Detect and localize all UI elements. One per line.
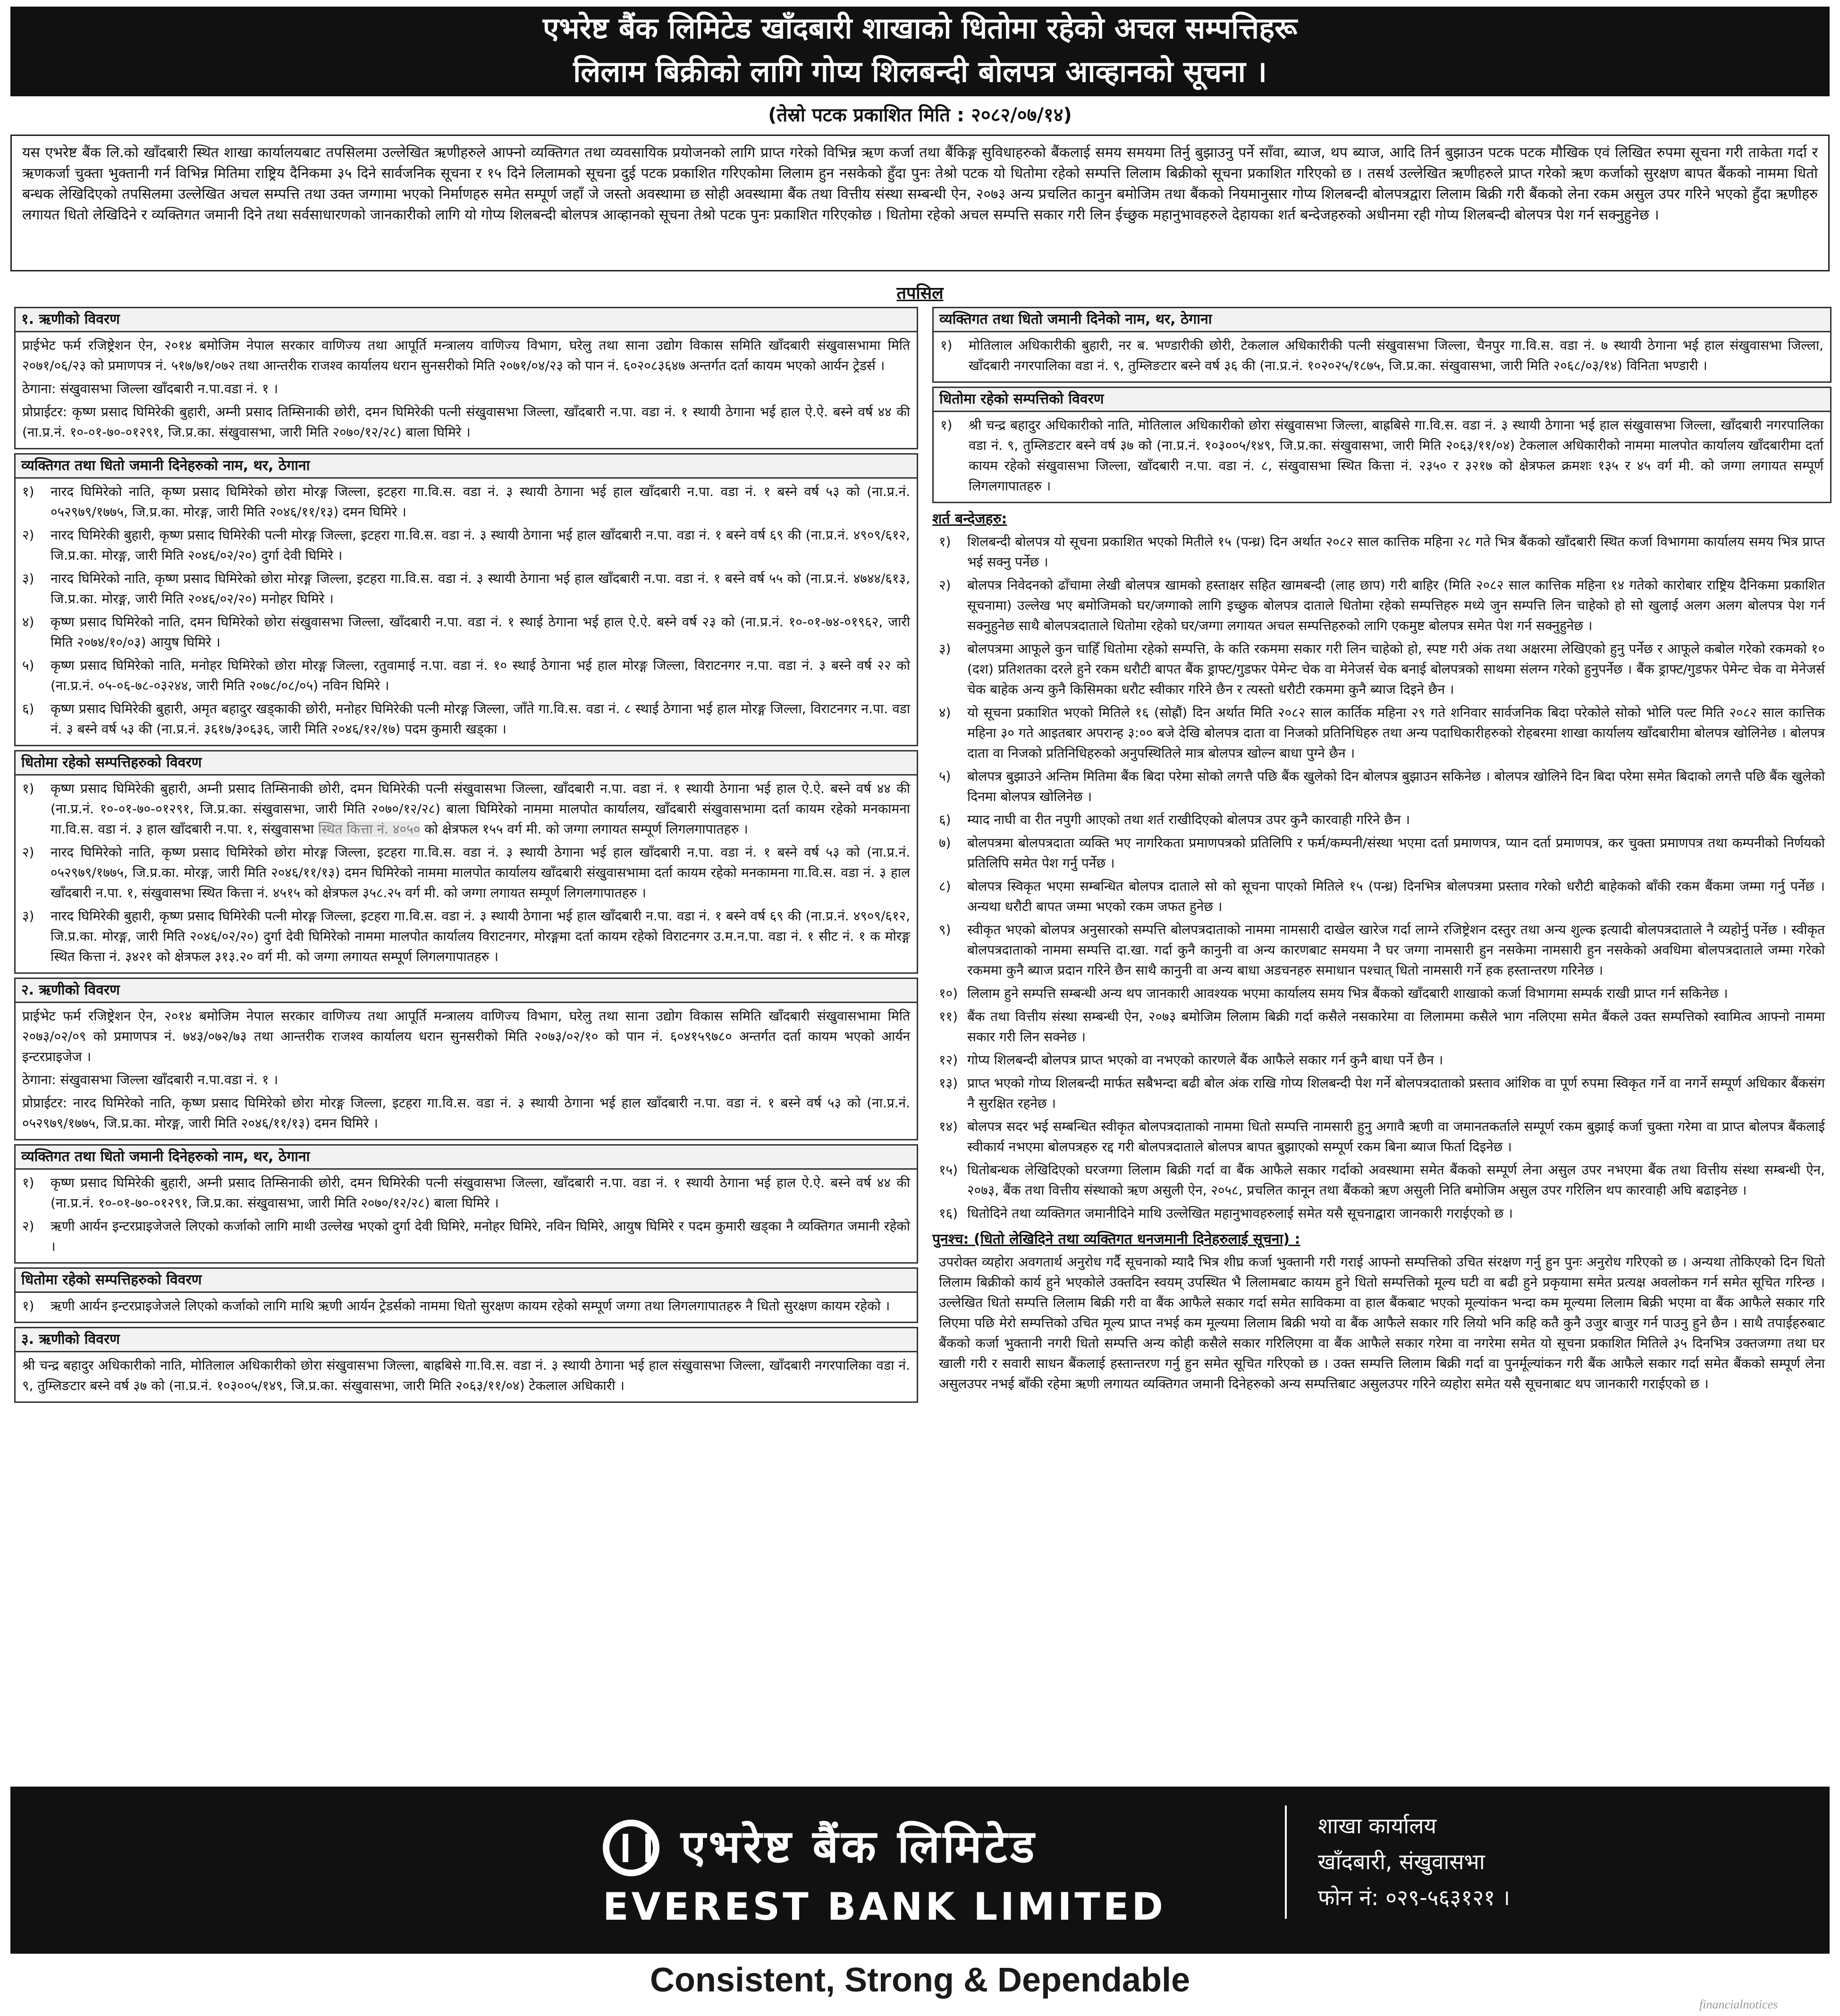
everest-bank-logo-icon — [603, 1820, 659, 1876]
condition-item-text — [967, 531, 1825, 572]
condition-item — [939, 702, 1825, 763]
collateral-2-heading: धितोमा रहेको सम्पत्तिहरुको विवरण — [16, 1269, 917, 1293]
guarantor-1-item-number: ६) — [22, 701, 34, 717]
guarantor-1-item-number: ४) — [22, 614, 34, 630]
condition-item-text-main: बोलपत्र स्विकृत भएमा सम्बन्धित बोलपत्र दाताले सो को सूचना पाएको मितिले १५ (पन्ध्र) दिनभित्र बोलपत्रमा प्रस्ताव गरेको धरौटी बाहेकको बाँकी रकम बैंकमा जम्मा गर्नु पर्नेछ । अन्यथा धरौटी बापत जम्मा भएको रकम जफत हुनेछ । — [967, 878, 1825, 914]
collateral-3-item-text — [969, 415, 1823, 496]
condition-item-number: ६) — [939, 812, 951, 827]
collateral-3-box — [932, 387, 1832, 503]
guarantors-1-box — [14, 453, 918, 746]
borrower-2-box — [14, 978, 918, 1140]
condition-item — [939, 766, 1825, 807]
collateral-1-box — [14, 750, 918, 974]
condition-item — [939, 1006, 1825, 1047]
condition-item-text — [967, 1050, 1825, 1070]
condition-item-number: १४) — [939, 1119, 958, 1134]
condition-item-number: ४) — [939, 705, 951, 720]
guarantor-2-item-text — [51, 1172, 910, 1213]
collateral-1-item — [22, 842, 910, 903]
guarantor-1-item — [22, 699, 910, 739]
collateral-2-box — [14, 1267, 918, 1323]
intro-paragraph: यस एभरेष्ट बैंक लि.को खाँदबारी स्थित शाखा कार्यालयबाट तपसिलमा उल्लेखित ऋणीहरुले आफ्नो व्यक्तिगत तथा व्यवसायिक प्रयोजनको लागि प्राप्त गरेको विभिन्न ऋण कर्जा तथा बैंकिङ्ग सुविधाहरुको बैंकलाई समय समयमा तिर्नु बुझाउनु पर्ने साँवा, ब्याज, थप ब्याज, आदि तिर्न बुझाउन पटक पटक मौखिक एवं लिखित रुपमा सूचना गरी ताकेता गर्दा र ऋणकर्जा चुक्ता भुक्तानी गर्न विभिन्न मितिमा राष्ट्रिय दैनिकमा ३५ दिने सार्वजनिक सूचना र १५ दिने लिलामको सूचना दुई पटक प्रकाशित गरिएकोमा लिलाम हुन नसकेको हुँदा पुनः तेश्रो पटक यो धितोमा रहेको सम्पत्ति लिलाम बिक्रीको सूचना प्रकाशित गरिएको छ । तसर्थ उल्लेखित ऋणीहरुले प्राप्त गरेको ऋण कर्जाको सुरक्षण बापत बैंकको नाममा धितो बन्धक लेखिदिएको तपसिलमा उल्लेखित अचल सम्पत्ति तथा उक्त जग्गामा भएको निर्माणहरु समेत सम्पूर्ण जहाँ जे जस्तो अवस्थामा छ सोही अवस्थामा बैंक तथा वित्तीय संस्था सम्बन्धी ऐन, २०७३ अन्य प्रचलित कानुन बमोजिम तथा बैंकको नियमानुसार गोप्य शिलबन्दी बोलपत्रद्वारा लिलाम बिक्री गरी बैंकको लेना रकम असुल उपर गरिने भएको हुँदा ऋणीहरु लगायत धितो लेखिदिने र व्यक्तिगत जमानी दिने तथा सर्वसाधारणको जानकारीको लागि यो गोप्य शिलबन्दी बोलपत्र आव्हानको सूचना तेश्रो पटक पुनः प्रकाशित गरिएकोछ । धितोमा रहेको अचल सम्पत्ति सकार गरी लिन ईच्छुक महानुभावहरुले देहायका शर्त बन्देजहरुको अधीनमा रही गोप्य शिलबन्दी बोलपत्र पेश गर्न सक्नुहुनेछ । — [10, 135, 1830, 271]
source-watermark: financialnotices — [1699, 1998, 1778, 2011]
branch-office-label: शाखा कार्यालय — [1318, 1813, 1437, 1839]
condition-item-text-main: धितोदिने तथा व्यक्तिगत जमानीदिने माथि उल्लेखित महानुभावहरुलाई समेत यसै सूचनाद्वारा जानकारी गराईएको छ । — [967, 1206, 1513, 1221]
guarantor-1-item-text — [51, 655, 910, 696]
condition-item-text — [967, 983, 1825, 1004]
highlighted-plot-number: स्थित कित्ता नं. ४०५० — [318, 821, 421, 837]
collateral-1-item-text-tail: को क्षेत्रफल १५५ वर्ग मी. को जग्गा लगायत सम्पूर्ण लिगलगापातहरु । — [420, 821, 748, 837]
collateral-1-item-number: ३) — [22, 908, 34, 924]
condition-item-text — [967, 575, 1825, 636]
condition-item-number: ९) — [939, 922, 951, 937]
collateral-2-item-number: १) — [22, 1298, 34, 1314]
condition-item — [939, 1116, 1825, 1157]
condition-item-text — [967, 639, 1825, 700]
guarantor-1-item-text — [51, 612, 910, 652]
condition-item — [939, 983, 1825, 1004]
collateral-1-item — [22, 906, 910, 967]
notice-title-line2: लिलाम बिक्रीको लागि गोप्य शिलबन्दी बोलपत्र आव्हानको सूचना । — [573, 54, 1267, 89]
bank-name-english: EVEREST BANK LIMITED — [603, 1885, 1166, 1929]
condition-item-text-main: लिलाम हुने सम्पत्ति सम्बन्धी अन्य थप जानकारी आवश्यक भएमा कार्यालय समय भित्र बैंकको खाँदबारी शाखाको कर्जा विभागमा सम्पर्क राखी प्राप्त गर्न सकिनेछ । — [967, 986, 1728, 1001]
condition-item-text — [967, 919, 1825, 980]
conditions-list — [932, 531, 1832, 1223]
guarantor-2-item-number: २) — [22, 1218, 34, 1234]
condition-item-text-main: यो सूचना प्रकाशित भएको मितिले १६ (सोह्रौं) दिन अर्थात मिति २०८२ साल कार्तिक महिना २९ गते शनिवार सार्वजनिक बिदा परेकोले सोको भोलि पल्ट मिति २०८२ साल कात्तिक महिना ३० गते आइतबार अपरान्ह ३:०० बजे देखि बोलपत्र दाता वा निजको प्रतिनिधिहरु तथा अन्य पदाधिकारीहरुको रोहबरमा शाखा कार्यालय खाँदबारीमा बोलपत्र खोलिनेछ । बोलपत्र दाता वा निजको प्रतिनिधिहरुको अनुपस्थितिले मात्र बोलपत्र खोल्न बाधा पुग्ने छैन । — [967, 705, 1825, 761]
collateral-1-item-text — [51, 906, 910, 967]
borrower-3-box — [14, 1327, 918, 1403]
bank-tagline: Consistent, Strong & Dependable — [650, 1961, 1190, 1999]
condition-item — [939, 876, 1825, 917]
condition-item — [939, 1073, 1825, 1113]
borrower-3-details: श्री चन्द्र बहादुर अधिकारीको नाति, मोतिलाल अधिकारीको छोरा संखुवासभा जिल्ला, बाह्रबिसे गा.वि.स. वडा नं. ३ स्थायी ठेगाना भई हाल संखुवासभा जिल्ला, खाँदबारी नगरपालिका वडा नं. ९, तुम्लिङटार बस्ने वर्ष ३७ को (ना.प्र.नं. १०३००५/१४९, जि.प्र.का. संखुवासभा, जारी मिति २०६३/११/०४) टेकलाल अधिकारी । — [22, 1358, 910, 1393]
condition-item-number: १२) — [939, 1052, 958, 1068]
guarantor-1-item-text — [51, 568, 910, 609]
condition-item-text-main: शिलबन्दी बोलपत्र यो सूचना प्रकाशित भएको मितीले १५ (पन्ध्र) दिन अर्थात २०८२ साल कात्तिक महिना २८ गते भित्र बैंकको खाँदबारी स्थित कर्जा विभागमा कार्यालय समय भित्र प्राप्त भई सक्नु पर्नेछ । — [967, 534, 1825, 570]
guarantor-1-item-text — [51, 525, 910, 565]
left-column — [14, 307, 918, 1407]
guarantor-1-item-text-main: नारद घिमिरेकी बुहारी, कृष्ण प्रसाद घिमिरेकी पत्नी मोरङ्ग जिल्ला, इटहरा गा.वि.स. वडा नं. ३ स्थायी ठेगाना भई हाल खाँदबारी न.पा. वडा नं. १ बस्ने वर्ष ६९ की (ना.प्र.नं. ४९०९/६१२, जि.प्र.का. मोरङ्ग, जारी मिति २०४६/०२/२०) दुर्गा देवी घिमिरे । — [51, 527, 910, 563]
guarantor-3-item — [940, 335, 1823, 376]
borrower-2-registration: प्राईभेट फर्म रजिष्ट्रेशन ऐन, २०१४ बमोजिम नेपाल सरकार वाणिज्य तथा आपूर्ति मन्त्रालय वाणिज्य विभाग, घरेलु तथा साना उद्योग विकास समिति खाँदबारी संखुवासभामा मिति २०७३/०२/०९ को प्रमाणपत्र नं. ७४३/०७२/७३ तथा आन्तरीक राजश्व कार्यालय धरान सुनसरीको मिति २०७३/०२/१० को पान नं. ६०४१५९७८० अन्तर्गत दर्ता कायम भएको आर्यन इन्टरप्राइजेज । — [22, 1008, 910, 1064]
guarantor-3-item-number: १) — [940, 337, 953, 353]
guarantor-1-item-number: १) — [22, 484, 34, 499]
guarantor-1-item — [22, 568, 910, 609]
guarantor-1-item-number: २) — [22, 527, 34, 543]
guarantors-3-box — [932, 307, 1832, 383]
guarantor-1-item-text-main: कृष्ण प्रसाद घिमिरेकी बुहारी, अमृत बहादुर खड्काकी छोरी, मनोहर घिमिरेकी पत्नी मोरङ्ग जिल्ला, जाँते गा.वि.स. वडा नं. ८ स्थाई ठेगाना भई हाल मोरङ्ग जिल्ला, विराटनगर न.पा. वडा नं. ३ बस्ने वर्ष ५३ की (ना.प्र.नं. ३६१७/३०६३६, जारी मिति २०४६/१२/१७) पदम कुमारी खड्का । — [51, 701, 910, 737]
condition-item-number: २) — [939, 577, 951, 593]
guarantor-2-item-text-main: कृष्ण प्रसाद घिमिरेकी बुहारी, अम्नी प्रसाद तिम्सिनाकी छोरी, दमन घिमिरेकी पत्नी संखुवासभा जिल्ला, खाँदबारी न.पा. वडा नं. १ स्थायी ठेगाना भई हाल ऐ.ऐ. बस्ने वर्ष ४४ की (ना.प्र.नं. १०-०१-७०-०१२९१, जि.प्र.का. संखुवासभा, जारी मिति २०७०/१२/२८) बाला घिमिरे । — [51, 1175, 910, 1211]
postscript-text: उपरोक्त व्यहोरा अवगतार्थ अनुरोध गर्दै सूचनाको म्यादै भित्र शीघ्र कर्जा भुक्तानी गरी गराई आफ्नो सम्पत्तिको उचित संरक्षण गर्नु हुन पुनः अनुरोध गरिएको छ । अन्यथा तोकिएको दिन धितो लिलाम बिक्रीको कार्य हुने भएकोले उक्तदिन स्वयम् उपस्थित भै लिलामबाट कायम हुने धितो सम्पत्तिको मूल्य घटी वा बढी हुने प्रकृयामा समेत प्रत्यक्ष अवलोकन गर्न समेत सूचित गरिन्छ । उल्लेखित धितो सम्पत्ति लिलाम बिक्री गरी वा बैंक आफैले सकार गर्दा समेत साविकमा वा हाल बैंकबाट भएको मूल्यांकन भन्दा कम मूल्यमा लिलाम बिक्री भएमा वा बैंक आफैले सकार गरि लिएमा पछि मेरो सम्पत्तिको उचित मूल्य प्राप्त नभई कम मूल्यमा लिलाम बिक्री भयो वा बैंक आफैले सकार गरि लियो भनि कहि कतै कुनै उजुर बाजुर गर्न पाउनु हुने छैन । साथै तपाईहरुबाट बैंकको कर्जा भुक्तानी नगरी धितो सम्पत्ति अन्य कोही कसैले सकार गरिलिएमा वा बैंक आफैले सकार गरेमा वा नगरेमा समेत यो सूचना प्रकाशित मितिले ३५ दिनभित्र उक्तजग्गा तथा घर खाली गरी र सवारी साधन बैंकलाई हस्तान्तरण गर्नु हुन समेत सूचित गरिएको छ । उक्त सम्पत्ति लिलाम बिक्री गर्दा वा पुनर्मूल्यांकन गरी बैंक आफैले सकार गर्दा समेत बैंकको सम्पूर्ण लेना असुलउपर नभई बाँकी रहेमा ऋणी लगायत व्यक्तिगत जमानी दिनेहरुको अन्य सम्पत्तिबाट असुलउपर गरिने व्यहोरा समेत यसै सूचनाबाट थप जानकारी गराईएको छ । — [939, 1254, 1825, 1392]
borrower-1-proprietor: प्रोप्राईटर: कृष्ण प्रसाद घिमिरेकी बुहारी, अम्नी प्रसाद तिम्सिनाकी छोरी, दमन घिमिरेकी पत्नी संखुवासभा जिल्ला, खाँदबारी न.पा. वडा नं. १ स्थायी ठेगाना भई हाल ऐ.ऐ. बस्ने वर्ष ४४ की (ना.प्र.नं. १०-०१-७०-०१२९१, जि.प्र.का. संखुवासभा, जारी मिति २०७०/१२/२८) बाला घिमिरे । — [22, 404, 910, 440]
condition-item-text — [967, 810, 1825, 830]
guarantor-1-item-text-main: कृष्ण प्रसाद घिमिरेको नाति, मनोहर घिमिरेको छोरा मोरङ्ग जिल्ला, रतुवामाई न.पा. वडा नं. १० स्थाई ठेगाना भई हाल मोरङ्ग जिल्ला, विराटनगर न.पा. वडा नं. ३ बस्ने वर्ष २२ को (ना.प्र.नं. ०५-०६-७८-०३२४४, जारी मिति २०७८/०८/०५) नविन घिमिरे । — [51, 658, 910, 693]
condition-item-text-main: बोलपत्र सदर भई सम्बन्धित स्वीकृत बोलपत्रदाताको नाममा धितो सम्पत्ति नामसारी हुनु अगावै ऋणी वा जमानतकर्ताले सम्पूर्ण रकम बुझाई कर्जा चुक्ता गरेमा वा प्राप्त बोलपत्र बैंकलाई स्वीकार्य नभएमा बोलपत्रहरु रद्द गरी बोलपत्रदाताले बोलपत्र बापत बुझाएको सम्पूर्ण रकम बिना ब्याज फिर्ता दिइनेछ । — [967, 1119, 1825, 1155]
condition-item-text-main: प्राप्त भएको गोप्य शिलबन्दी मार्फत सबैभन्दा बढी बोल अंक राखि गोप्य शिलबन्दी पेश गर्ने बोलपत्रदाताको प्रस्ताव आंशिक वा पूर्ण रुपमा स्विकृत गर्ने वा नगर्ने सम्पूर्ण अधिकार बैंकसंग नै सुरक्षित रहनेछ । — [967, 1075, 1825, 1111]
guarantor-1-item-text-main: नारद घिमिरेको नाति, कृष्ण प्रसाद घिमिरेको छोरा मोरङ्ग जिल्ला, इटहरा गा.वि.स. वडा नं. ३ स्थायी ठेगाना भई हाल खाँदबारी न.पा. वडा नं. १ बस्ने वर्ष ५५ को (ना.प्र.नं. ४७४४/६१३, जि.प्र.का. मोरङ्ग, जारी मिति २०४६/०२/२०) मनोहर घिमिरे । — [51, 571, 910, 607]
collateral-2-item — [22, 1296, 910, 1316]
condition-item — [939, 919, 1825, 980]
condition-item-text — [967, 1203, 1825, 1223]
postscript-heading: पुनश्च: (धितो लेखिदिने तथा व्यक्तिगत धनजमानी दिनेहरुलाई सूचना) : — [932, 1231, 1300, 1248]
condition-item-number: ११) — [939, 1009, 958, 1024]
condition-item — [939, 1050, 1825, 1070]
condition-item-text-main: बोलपत्रमा बोलपत्रदाता व्यक्ति भए नागरिकता प्रमाणपत्रको प्रतिलिपि र फर्म/कम्पनी/संस्था भएमा दर्ता प्रमाणपत्र, प्यान दर्ता प्रमाणपत्र, कर चुक्ता प्रमाणपत्र तथा कम्पनीको निर्णयको प्रतिलिपि समेत पेश गर्नु पर्नेछ । — [967, 835, 1825, 871]
collateral-1-item-text-main: कृष्ण प्रसाद घिमिरेकी बुहारी, अम्नी प्रसाद तिम्सिनाकी छोरी, दमन घिमिरेकी पत्नी संखुवासभा जिल्ला, खाँदबारी न.पा. वडा नं. १ स्थायी ठेगाना भई हाल ऐ.ऐ. बस्ने वर्ष ४४ की (ना.प्र.नं. १०-०१-७०-०१२९१, जि.प्र.का. संखुवासभा, जारी मिति २०७०/१२/२८) बाला घिमिरेको नाममा मालपोत कार्यालय, खाँदबारी संखुवासभामा दर्ता कायम रहेको मनकामना गा.वि.स. वडा नं. ३ हाल खाँदबारी न.पा. १, संखुवासभा — [51, 781, 910, 837]
condition-item-number: १०) — [939, 986, 958, 1001]
guarantor-2-item-text — [51, 1216, 910, 1257]
guarantor-1-item — [22, 612, 910, 652]
guarantor-1-item-text-main: नारद घिमिरेको नाति, कृष्ण प्रसाद घिमिरेको छोरा मोरङ्ग जिल्ला, इटहरा गा.वि.स. वडा नं. ३ स्थायी ठेगाना भई हाल खाँदबारी न.पा. वडा नं. १ बस्ने वर्ष ५३ को (ना.प्र.नं. ०५२९७९/१७७५, जि.प्र.का. मोरङ्ग, जारी मिति २०४६/११/१३) दमन घिमिरे । — [51, 484, 910, 520]
collateral-3-item — [940, 415, 1823, 496]
guarantor-1-item — [22, 655, 910, 696]
borrower-2-address: ठेगाना: संखुवासभा जिल्ला खाँदबारी न.पा.वडा नं. १ । — [22, 1072, 279, 1088]
condition-item-text-main: बैंक तथा वित्तीय संस्था सम्बन्धी ऐन, २०७३ बमोजिम लिलाम बिक्री गर्दा कसैले नसकारेमा वा लिलाममा कसैले भाग नलिएमा समेत बैंकले उक्त सम्पत्तिको स्वामित्व आफ्नो नाममा सकार गरी लिन सक्नेछ । — [967, 1009, 1825, 1045]
collateral-3-item-text-main: श्री चन्द्र बहादुर अधिकारीको नाति, मोतिलाल अधिकारीको छोरा संखुवासभा जिल्ला, बाह्रबिसे गा.वि.स. वडा नं. ३ स्थायी ठेगाना भई हाल संखुवासभा जिल्ला, खाँदबारी नगरपालिका वडा नं. ९, तुम्लिङटार बस्ने वर्ष ३७ को (ना.प्र.नं. १०३००५/१४९, जि.प्र.का. संखुवासभा, जारी मिति २०६३/११/०४) टेकलाल अधिकारीको नाममा मालपोत कार्यालय खाँदबारीमा दर्ता कायम रहेको संखुवासभा जिल्ला, खाँदबारी न.पा. वडा नं. ८, संखुवासभा स्थित कित्ता नं. २३५० र ३२१७ को क्षेत्रफल क्रमशः १३५ र ४५ वर्ग मी. को जग्गा लगायत सम्पूर्ण लिगलगापातहरु । — [969, 417, 1823, 494]
condition-item-text — [967, 1006, 1825, 1047]
condition-item-text-main: म्याद नाघी वा रीत नपुगी आएको तथा शर्त राखीदिएको बोलपत्र उपर कुनै कारवाही गरिने छैन । — [967, 812, 1410, 827]
condition-item — [939, 1160, 1825, 1200]
guarantor-1-item-text — [51, 481, 910, 522]
right-column — [932, 307, 1832, 1394]
condition-item-text — [967, 702, 1825, 763]
branch-info — [1318, 1808, 1510, 1915]
condition-item — [939, 1203, 1825, 1223]
condition-item-text-main: धितोबन्धक लेखिदिएको घरजग्गा लिलाम बिक्री गर्दा वा बैंक आफैले सकार गर्दाको अवस्थामा समेत बैंकको सम्पूर्ण लेना असुल उपर नभएमा बैंक तथा वित्तीय संस्था सम्बन्धी ऐन, २०७३, बैंक तथा वित्तीय संस्थाको ऋण असुली ऐन, २०५८, प्रचलित कानून तथा बैंकको ऋण असुली निति बमोजिम असुल उपर गरिलिन थप कारवाही अघि बढाइनेछ । — [967, 1162, 1825, 1198]
branch-location: खाँदबारी, संखुवासभा — [1318, 1849, 1485, 1874]
guarantor-3-item-text — [969, 335, 1823, 376]
borrower-1-address: ठेगाना: संखुवासभा जिल्ला खाँदबारी न.पा.वडा नं. १ । — [22, 381, 279, 396]
condition-item-number: १५) — [939, 1162, 958, 1178]
guarantor-1-item-text-main: कृष्ण प्रसाद घिमिरेको नाति, दमन घिमिरेको छोरा संखुवासभा जिल्ला, खाँदबारी न.पा. वडा नं. १ स्थाई ठेगाना भई हाल ऐ.ऐ. बस्ने वर्ष २३ को (ना.प्र.नं. १०-०१-७४-०१९६२, जारी मिति २०७४/१०/०३) आयुष घिमिरे । — [51, 614, 910, 650]
guarantor-1-item — [22, 481, 910, 522]
guarantor-1-item-number: ३) — [22, 571, 34, 586]
condition-item-number: १) — [939, 534, 951, 549]
collateral-1-item-text-main: नारद घिमिरेकी बुहारी, कृष्ण प्रसाद घिमिरेकी पत्नी मोरङ्ग जिल्ला, इटहरा गा.वि.स. वडा नं. ३ स्थायी ठेगाना भई हाल खाँदबारी न.पा. वडा नं. १ बस्ने वर्ष ६९ की (ना.प्र.नं. ४९०९/६१२, जि.प्र.का. मोरङ्ग, जारी मिति २०४६/०२/२०) दुर्गा देवी घिमिरेको नाममा मालपोत कार्यालय विराटनगर, मोरङ्गमा दर्ता कायम रहेको विराटनगर उ.म.न.पा. वडा नं. १ सीट नं. १ क मोरङ्ग स्थित कित्ता नं. ३४२१ को क्षेत्रफल ३१३.२० वर्ग मी. को जग्गा लगायत सम्पूर्ण लिगलगापातहरु । — [51, 908, 910, 964]
condition-item-text — [967, 766, 1825, 807]
collateral-2-item-text-main: ऋणी आर्यन इन्टरप्राइजेजले लिएको कर्जाको लागि माथि ऋणी आर्यन ट्रेडर्सको नाममा धितो सुरक्षण कायम रहेको सम्पूर्ण जग्गा तथा लिगलगापातहरु नै धितो सुरक्षण कायम रहेको । — [51, 1298, 890, 1314]
condition-item-text — [967, 1160, 1825, 1200]
borrower-2-proprietor: प्रोप्राईटर: नारद घिमिरेको नाति, कृष्ण प्रसाद घिमिरेको छोरा मोरङ्ग जिल्ला, इटहरा गा.वि.स. वडा नं. ३ स्थायी ठेगाना भई हाल खाँदबारी न.पा. वडा नं. १ बस्ने वर्ष ५३ को (ना.प्र.नं. ०५२९७९/१७७५, जि.प्र.का. मोरङ्ग, जारी मिति २०४६/११/१३) दमन घिमिरे । — [22, 1095, 910, 1131]
collateral-1-item — [22, 778, 910, 839]
guarantor-1-item-text — [51, 699, 910, 739]
borrower-1-box — [14, 307, 918, 449]
guarantors-3-heading: व्यक्तिगत तथा धितो जमानी दिनेको नाम, थर, ठेगाना — [934, 308, 1830, 332]
condition-item-number: ३) — [939, 641, 951, 657]
guarantor-1-item-number: ५) — [22, 658, 34, 673]
condition-item-text — [967, 1116, 1825, 1157]
bank-footer — [10, 1787, 1830, 1954]
guarantors-2-heading: व्यक्तिगत तथा धितो जमानी दिनेहरुको नाम, थर, ठेगाना — [16, 1146, 917, 1170]
collateral-1-item-number: २) — [22, 844, 34, 860]
condition-item — [939, 639, 1825, 700]
collateral-3-item-number: १) — [940, 417, 953, 433]
condition-item-text — [967, 833, 1825, 873]
condition-item-text-main: बोलपत्र बुझाउने अन्तिम मितिमा बैंक बिदा परेमा सोको लगत्तै पछि बैंक खुलेको दिन बोलपत्र बुझाउन सकिनेछ । बोलपत्र खोलिने दिन बिदा परेमा समेत बिदाको लगत्तै पछि बैंक खुलेको दिनमा बोलपत्र खोलिनेछ । — [967, 768, 1825, 804]
collateral-1-item-text — [51, 842, 910, 903]
borrower-3-heading: ३. ऋणीको विवरण — [16, 1328, 917, 1352]
guarantor-3-item-text-main: मोतिलाल अधिकारीकी बुहारी, नर ब. भण्डारीकी छोरी, टेकलाल अधिकारीकी पत्नी संखुवासभा जिल्ला, चैनपुर गा.वि.स. वडा नं. ७ स्थायी ठेगाना भई हाल संखुवासभा जिल्ला, खाँदबारी नगरपालिका वडा नं. ९, तुम्लिङटार बस्ने वर्ष ३६ की (ना.प्र.नं. १०२०२५/१८७५, जि.प्र.का. संखुवासभा, जारी मिति २०६८/०३/१४) विनिता भण्डारी । — [969, 337, 1823, 373]
condition-item-text-main: बोलपत्र निवेदनको ढाँचामा लेखी बोलपत्र खामको हस्ताक्षर सहित खामबन्दी (लाह छाप) गरी बाहिर (मिति २०८२ साल कात्तिक महिना १४ गतेको कारोबार राष्ट्रिय दैनिकमा प्रकाशित सूचनामा) उल्लेख भए बमोजिमको घर/जग्गाको लागि इच्छुक बोलपत्र दाताले धितोमा रहेको सम्पत्तिहरु मध्ये जुन सम्पत्ति लिन चाहेको हो सो खुलाई अलग अलग बोलपत्र पेश गर्न सक्नुहुनेछ साथै बोलपत्रदाताले धितोमा रहेको घर/जग्गा लगायत अचल सम्पत्तिहरुको लागि एकमुष्ट बोलपत्र समेत पेश गर्न सक्नुहुनेछ । — [967, 577, 1825, 633]
condition-item-text — [967, 1073, 1825, 1113]
guarantor-2-item — [22, 1172, 910, 1213]
guarantor-2-item — [22, 1216, 910, 1257]
collateral-1-item-text — [51, 778, 910, 839]
notice-title-line1: एभरेष्ट बैंक लिमिटेड खाँदबारी शाखाको धितोमा रहेको अचल सम्पत्तिहरू — [542, 11, 1298, 45]
condition-item — [939, 575, 1825, 636]
borrower-1-registration: प्राईभेट फर्म रजिष्ट्रेशन ऐन, २०१४ बमोजिम नेपाल सरकार वाणिज्य तथा आपूर्ति मन्त्रालय वाणिज्य विभाग, घरेलु तथा साना उद्योग विकास समिति खाँदबारी संखुवासभामा मिति २०७१/०६/२३ को प्रमाणपत्र नं. ५१७/७१/०७२ तथा आन्तरीक राजश्व कार्यालय धरान सुनसरीको मिति २०७१/०४/२३ को पान नं. ६०२०८३६४७ अन्तर्गत दर्ता कायम भएको आर्यन ट्रेडर्स । — [22, 337, 910, 373]
condition-item — [939, 531, 1825, 572]
condition-item-text-main: स्वीकृत भएको बोलपत्र अनुसारको सम्पत्ति बोलपत्रदाताको नाममा नामसारी दाखेल खारेज गर्दा लाग्ने रजिष्ट्रेशन दस्तुर तथा अन्य शुल्क इत्यादी बोलपत्रदाताले नै व्यहोर्नु पर्नेछ । स्वीकृत बोलपत्रदाताको नाममा सम्पत्ति दा.खा. गर्दा कुनै कानुनी वा अन्य कारणबाट समयमा नै घर जग्गा नामसारी हुन नसकेमा नामसारी हुन नसकेको अवधिमा बोलपत्रदाताले जम्मा गरेको रकममा कुनै ब्याज प्रदान गरिने छैन साथै कानुनी वा अन्य बाधा अडचनहरु समाधान पश्चात् धितो नामसारी गर्ने हक हस्तान्तरण गरिनेछ । — [967, 922, 1825, 978]
notice-header — [10, 7, 1830, 96]
collateral-3-heading: धितोमा रहेको सम्पत्तिको विवरण — [934, 388, 1830, 412]
schedule-heading: तपसिल — [896, 284, 944, 303]
conditions-heading: शर्त बन्देजहरु: — [932, 511, 1007, 527]
collateral-1-item-text-main: नारद घिमिरेको नाति, कृष्ण प्रसाद घिमिरेको छोरा मोरङ्ग जिल्ला, इटहरा गा.वि.स. वडा नं. ३ स्थायी ठेगाना भई हाल खाँदबारी न.पा. वडा नं. १ बस्ने वर्ष ५३ को (ना.प्र.नं. ०५२९७९/१७७५, जि.प्र.का. मोरङ्ग, जारी मिति २०४६/११/१३) दमन घिमिरेको नाममा मालपोत कार्यालय खाँदबारी संखुवासभामा दर्ता कायम रहेको मनकामना गा.वि.स. वडा नं. ३ हाल खाँदबारी न.पा. १, संखुवासभा स्थित कित्ता नं. ४५१५ को क्षेत्रफल ३५८.२५ वर्ग मी. को जग्गा लगायत सम्पूर्ण लिगलगापातहरु । — [51, 844, 910, 901]
condition-item-number: ८) — [939, 878, 951, 894]
guarantor-2-item-text-main: ऋणी आर्यन इन्टरप्राइजेजले लिएको कर्जाको लागि माथी उल्लेख भएको दुर्गा देवी घिमिरे, मनोहर घिमिरे, नविन घिमिरे, आयुष घिमिरे र पदम कुमारी खड्का नै व्यक्तिगत जमानी रहेको । — [51, 1218, 910, 1254]
collateral-1-item-number: १) — [22, 781, 34, 796]
publication-date: (तेस्रो पटक प्रकाशित मिति : २०८२/०७/१४) — [768, 104, 1072, 126]
condition-item-number: ५) — [939, 768, 951, 784]
branch-phone: फोन नं: ०२९-५६३१२१ । — [1318, 1885, 1511, 1910]
condition-item-number: १३) — [939, 1075, 958, 1091]
condition-item-number: ७) — [939, 835, 951, 851]
condition-item-number: १६) — [939, 1206, 958, 1221]
condition-item — [939, 810, 1825, 830]
guarantors-2-box — [14, 1144, 918, 1264]
guarantor-2-item-number: १) — [22, 1175, 34, 1190]
collateral-1-heading: धितोमा रहेको सम्पत्तिहरुको विवरण — [16, 751, 917, 776]
footer-divider — [1285, 1805, 1287, 1919]
condition-item-text-main: गोप्य शिलबन्दी बोलपत्र प्राप्त भएको वा नभएको कारणले बैंक आफैले सकार गर्न कुनै बाधा पर्ने छैन । — [967, 1052, 1443, 1068]
bank-name-nepali: एभरेष्ट बैंक लिमिटेड — [681, 1820, 1038, 1873]
condition-item-text-main: बोलपत्रमा आफूले कुन चाहिँ धितोमा रहेको सम्पत्ति, के कति रकममा सकार गरी लिन चाहेको हो, स्पष्ट गरी अंक तथा अक्षरमा लेखिएको हुनु पर्नेछ र आफूले कबोल गरेको रकमको १० (दश) प्रतिशतका दरले हुने रकम धरौटी बापत बैंक ड्राफ्ट/गुडफर पेमेन्ट चेक वा मेनेजर्स चेक बनाई बोलपत्रको साथमा संलग्न गरेको हुनुपर्नेछ । बैंक ड्राफ्ट/गुडफर पेमेन्ट चेक वा मेनेजर्स चेक बाहेक अन्य कुनै किसिमका धरौट स्वीकार गरिने छैन र त्यस्तो धरौटी रकममा कुनै ब्याज दिइने छैन । — [967, 641, 1825, 697]
guarantor-1-item — [22, 525, 910, 565]
condition-item — [939, 833, 1825, 873]
condition-item-text — [967, 876, 1825, 917]
borrower-1-heading: १. ऋणीको विवरण — [16, 308, 917, 332]
guarantors-1-heading: व्यक्तिगत तथा धितो जमानी दिनेहरुको नाम, थर, ठेगाना — [16, 455, 917, 479]
collateral-2-item-text — [51, 1296, 910, 1316]
borrower-2-heading: २. ऋणीको विवरण — [16, 979, 917, 1003]
